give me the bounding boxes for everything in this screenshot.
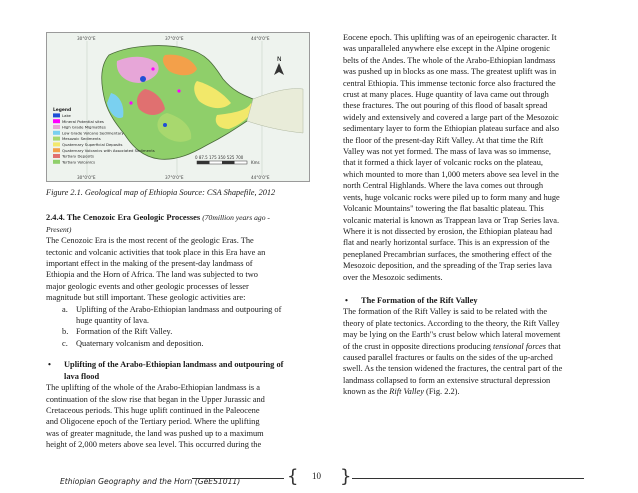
geologic-activities-list (46, 304, 308, 350)
text-line: over the Mesozoic sediments. (343, 272, 443, 282)
figure-caption: Figure 2.1. Geological map of Ethiopia Source: CSA Shapefile, 2012 (46, 188, 276, 197)
text-line: and Oligocene epoch of the Tertiary period. Where the uplifting (46, 417, 260, 427)
list-text: huge quantity of lava. (76, 316, 150, 326)
legend-item (53, 159, 95, 164)
text-line: that it formed a thick layer of volcanic rocks on the plateau, (343, 158, 543, 168)
page-number: 10 (312, 471, 321, 481)
bullet-dot: • (48, 360, 51, 370)
text-line: widely and extensively and covered a large part of the Mesozoic (343, 112, 559, 122)
list-text: Uplifting of the Arabo-Ethiopian landmass and outpouring of (76, 304, 282, 314)
text-line: which mounted to more than 1,000 meters above sea level in the (343, 169, 559, 179)
legend-swatch (53, 160, 60, 164)
text-line: caused parallel fractures or faults on the sides of the up-arched (343, 352, 553, 362)
legend-label: Tertiary Volcanics (62, 159, 96, 165)
heading-main: 2.4.4. The Cenozoic Era Geologic Processes (46, 213, 201, 223)
north-label: N (277, 56, 282, 63)
legend-label: Tertiary Deposits (62, 153, 94, 159)
bottom-coord-label: 30°0'0"E (77, 175, 96, 180)
text-line: continuation of the slow rise that began in the Upper Jurassic and (46, 394, 265, 404)
legend-swatch (53, 148, 60, 152)
text-line (343, 386, 585, 397)
text-line: sedimentary layer to form the Ethiopian plateau surface and also (343, 124, 560, 134)
footer-brace-right: } (340, 466, 352, 487)
text-line: The formation of the Rift Valley is said to be related with the (343, 307, 548, 317)
text-line: was unparalleled anywhere else except in the Alpine orogenic (343, 44, 550, 54)
legend-swatch (53, 154, 60, 158)
text-line: may be lying on the Earth"s crust below which lateral movement (343, 330, 561, 340)
text-line: height of 2,000 meters above sea level. This occurred during the (46, 440, 262, 450)
list-text: Formation of the Rift Valley. (76, 327, 173, 337)
legend-item (53, 142, 123, 147)
text-line: volcanic material is known as Trappean lava or Trap Series lava. (343, 215, 560, 225)
text-line: flat and nearly horizontal surface. This is an expression of the (343, 238, 550, 248)
text-line: Ethiopia and the Horn of Africa. The land was subjected to two (46, 270, 258, 280)
list-marker: a. (62, 304, 68, 314)
text-line: Valley was not yet formed. The mass of lava was so immense, (343, 147, 552, 157)
text-line: vents, huge volcanic rocks were piled up to form many and huge (343, 192, 560, 202)
legend-label: Mesozoic Sediments (62, 136, 101, 142)
text-line: crust at many places. Huge quantity of lava came out through (343, 90, 549, 100)
footer-book-title: Ethiopian Geography and the Horn (GeES1011) (60, 477, 241, 486)
text-span: that (546, 341, 561, 351)
geological-map (47, 33, 309, 181)
legend-label: Quaternary Superficial Deposits (62, 142, 123, 147)
bottom-coord-label: 37°0'0"E (165, 175, 184, 180)
text-line: tectonic and volcanic activities that took place in this Era have an (46, 247, 266, 257)
legend-swatch (53, 125, 60, 129)
text-line (343, 341, 585, 352)
left-column (46, 32, 308, 451)
legend-label: Quaternary Volcanics with Associated Sediments (62, 147, 155, 153)
legend-item (53, 154, 94, 159)
footer-rule-left (192, 478, 284, 479)
rift-lake (163, 123, 167, 127)
mineral-site (151, 67, 154, 70)
tensional-forces-term: tensional forces (493, 341, 546, 351)
text-line: important effect in the making of the present-day landmass of (46, 259, 253, 269)
legend-swatch (53, 142, 60, 146)
bullet-heading-rift (343, 295, 585, 306)
legend-swatch (53, 137, 60, 141)
legend-item (53, 130, 125, 135)
text-line: was pushed up in blocks as one mass. The greatest uplift was in (343, 67, 557, 77)
list-item (62, 338, 308, 349)
mineral-site (129, 101, 132, 104)
list-marker: c. (62, 338, 68, 348)
legend-swatch (53, 113, 60, 117)
text-line: peneplaned Precambrian surfaces, the smothering effect of the (343, 249, 552, 259)
text-line: Eocene epoch. This uplifting was of an epeirogenic character. It (343, 33, 557, 42)
heading-italic-line2: Present) (46, 224, 72, 234)
text-line: Where it is not dissected by erosion, the Ethiopian plateau had (343, 226, 553, 236)
top-coord-label: 37°0'0"E (165, 36, 184, 41)
text-line: magnitude but still important. These geologic activities are: (46, 293, 246, 303)
heading-italic: (70million years ago - (202, 213, 270, 223)
legend-label: Lake (62, 113, 71, 118)
footer-rule-right (352, 478, 584, 479)
list-item (62, 326, 308, 337)
scale-values: 0 87.5 175 350 525 700 (195, 155, 244, 160)
text-line: belts of the Andes. The whole of the Arabo-Ethiopian landmass (343, 55, 556, 65)
text-span: (Fig. 2.2). (423, 387, 460, 397)
text-line: landmass collapsed to form an extensive structural depression (343, 375, 551, 385)
top-coord-label: 44°0'0"E (251, 36, 270, 41)
legend-swatch (53, 119, 60, 123)
uplift-paragraph (46, 382, 308, 450)
legend-label: Low Grade Volcano Sedimentary (62, 130, 124, 136)
rift-valley-term: Rift Valley (389, 387, 424, 397)
text-line: The Cenozoic Era is the most recent of the geologic Eras. The (46, 236, 254, 246)
top-coord-label: 30°0'0"E (77, 36, 96, 41)
bullet-heading-text: The Formation of the Rift Valley (361, 295, 478, 305)
list-marker: b. (62, 327, 69, 337)
right-column (343, 32, 585, 398)
text-line: central Ethiopia. This immense tectonic force also fractured the (343, 78, 556, 88)
mineral-site (177, 89, 180, 92)
text-line: The uplifting of the whole of the Arabo-Ethiopian landmass is a (46, 383, 260, 393)
legend-item (53, 113, 72, 118)
intro-paragraph (46, 235, 308, 303)
text-line: the floor of the present-day Rift Valley. At that time the Rift (343, 135, 544, 145)
text-line: swell. As the tension widened the fractures, the central part of the (343, 364, 563, 374)
bullet-heading-uplift (46, 359, 308, 382)
legend-swatch (53, 131, 60, 135)
bottom-coord-label: 44°0'0"E (251, 175, 270, 180)
text-line: these fractures. The out pouring of this flood of basalt spread (343, 101, 548, 111)
rift-paragraph (343, 306, 585, 397)
bullet-dot: • (345, 295, 348, 305)
text-line: was of greater magnitude, the land was pushed up to a maximum (46, 428, 264, 438)
scale-unit: Kms (251, 160, 260, 165)
text-line: major geologic events and other geologic processes of lesser (46, 281, 249, 291)
legend-item (53, 148, 155, 153)
section-heading (46, 212, 308, 223)
bullet-heading-text: lava flood (64, 371, 100, 381)
text-line: theory of plate tectonics. According to the theory, the Rift Valley (343, 318, 560, 328)
text-line: Cretaceous periods. This huge uplift continued in the Paleocene (46, 405, 260, 415)
text-line: Volcanic Mountains" towering the flat basaltic plateau. This (343, 204, 544, 214)
legend-label: High Grade Migmatites (62, 124, 106, 130)
text-span: of the crust in opposite directions producing (343, 341, 494, 351)
lava-paragraph (343, 32, 585, 283)
geological-map-figure (46, 32, 310, 182)
lake-tana (140, 76, 146, 82)
list-text: Quaternary volcanism and deposition. (76, 338, 204, 348)
legend-title: Legend (53, 108, 72, 113)
text-line: Mesozoic deposition, and the spreading of the Trap series lava (343, 261, 552, 271)
bullet-heading-text: Uplifting of the Arabo-Ethiopian landmass and outpouring of (64, 360, 284, 370)
list-item (62, 304, 308, 327)
legend-label: Mineral Potential sites (62, 118, 104, 124)
footer-brace-left: { (287, 466, 299, 487)
text-line: north Central Highlands. Where the lava comes out through (343, 181, 544, 191)
text-span: known as the (343, 387, 390, 397)
